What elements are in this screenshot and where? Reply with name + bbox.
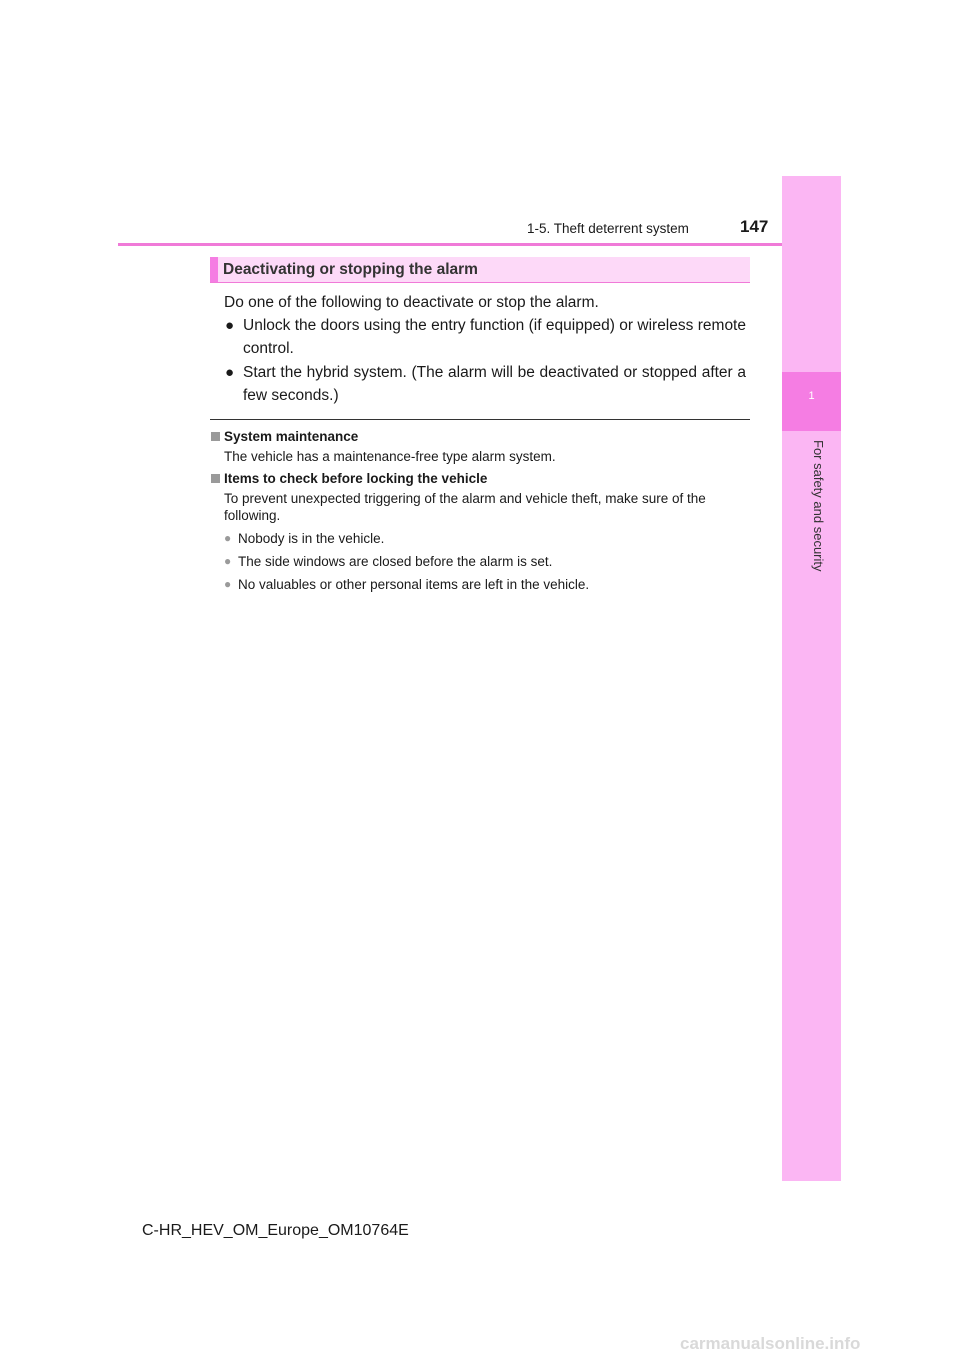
chapter-number: 1 (808, 390, 815, 402)
list-item (210, 576, 748, 593)
list-item (210, 361, 746, 407)
section-bullet-list (210, 314, 746, 408)
section-heading (210, 257, 750, 283)
list-item (210, 314, 746, 360)
note-text: The vehicle has a maintenance-free type alarm system. (224, 449, 556, 464)
bullet-text: Start the hybrid system. (The alarm will be deactivated or stopped after a few seconds.) (243, 364, 746, 404)
bullet-icon: ● (225, 317, 235, 334)
list-item (210, 553, 748, 570)
notes-block (210, 427, 748, 593)
bullet-icon: ● (224, 554, 232, 568)
note-heading-items-to-check (210, 469, 748, 488)
square-bullet-icon (211, 432, 220, 441)
section-divider (210, 419, 750, 420)
note-heading-text: System maintenance (224, 429, 359, 444)
bullet-text: Nobody is in the vehicle. (238, 531, 385, 546)
section-intro: Do one of the following to deactivate or stop the alarm. (224, 294, 599, 311)
list-item (210, 530, 748, 547)
bullet-text: The side windows are closed before the alarm is set. (238, 554, 553, 569)
section-heading-bar (210, 257, 218, 282)
note-heading-system-maintenance (210, 427, 748, 446)
watermark: carmanualsonline.info (680, 1334, 861, 1353)
note-heading-text: Items to check before locking the vehicle (224, 471, 488, 486)
header-section-title: 1-5. Theft deterrent system (527, 221, 689, 236)
bullet-text: Unlock the doors using the entry function (if equipped) or wireless remote control. (243, 317, 746, 357)
bullet-icon: ● (224, 577, 232, 591)
bullet-icon: ● (225, 364, 235, 381)
square-bullet-icon (211, 474, 220, 483)
bullet-icon: ● (224, 531, 232, 545)
note-bullet-list (210, 530, 748, 593)
chapter-side-tab (782, 176, 841, 1181)
header-rule (118, 243, 841, 246)
page-number: 147 (740, 217, 769, 236)
document-code: C-HR_HEV_OM_Europe_OM10764E (142, 1222, 409, 1239)
section-heading-title: Deactivating or stopping the alarm (223, 261, 478, 278)
chapter-label: For safety and security (811, 440, 826, 572)
note-text: To prevent unexpected triggering of the alarm and vehicle theft, make sure of the following. (224, 491, 706, 523)
bullet-text: No valuables or other personal items are left in the vehicle. (238, 577, 590, 592)
